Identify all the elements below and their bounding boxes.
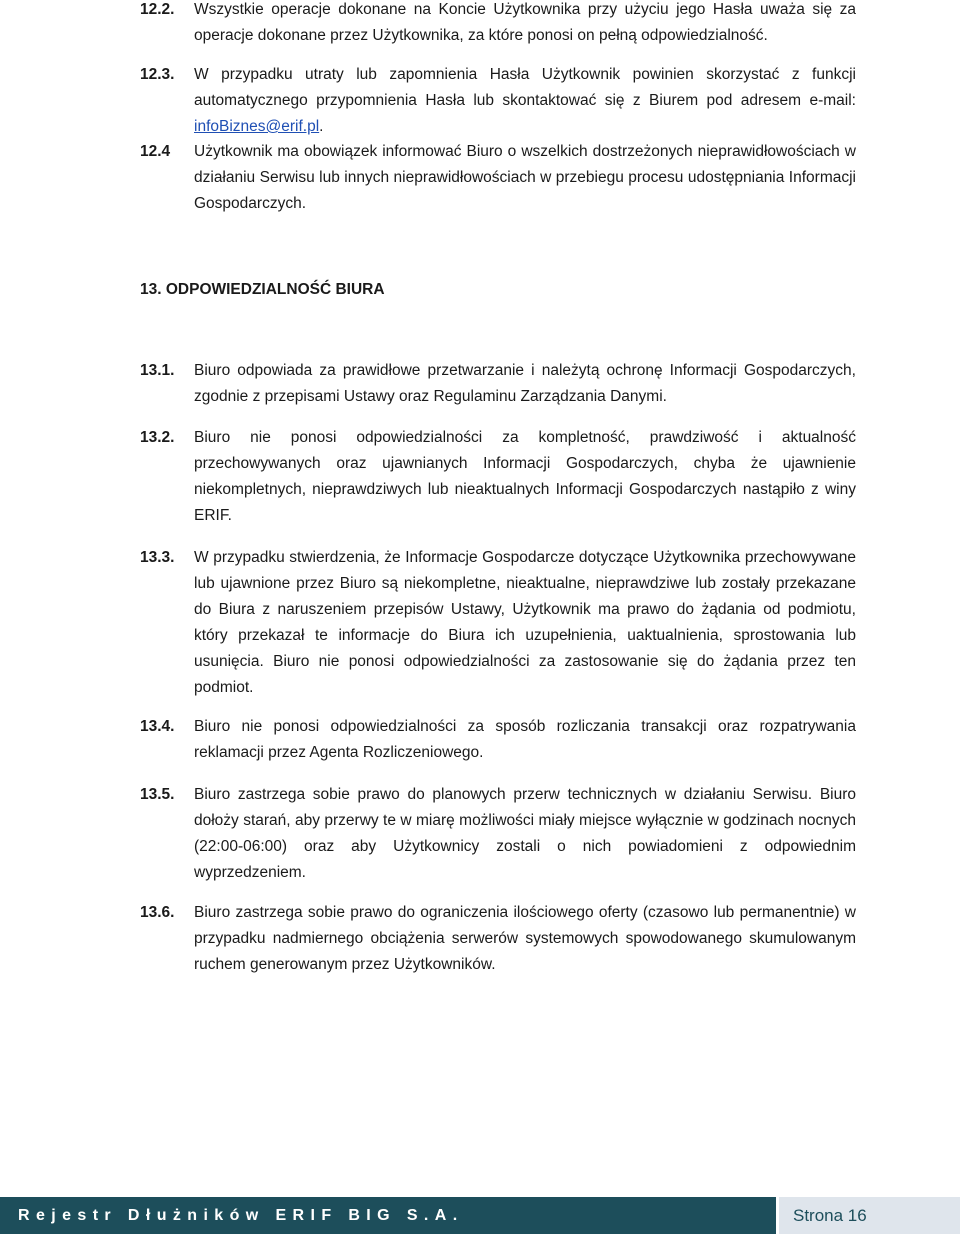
clause-13-5 xyxy=(140,782,856,886)
clause-text: Biuro zastrzega sobie prawo do ograniczenia ilościowego oferty (czasowo lub permanentnie) w przypadku nadmiernego obciążenia serwerów systemowych spowodowanego skumulowanym ruchem generowanym przez Użytkowników. xyxy=(194,904,856,973)
clause-text xyxy=(194,62,856,140)
clause-13-4 xyxy=(140,714,856,766)
clause-13-6 xyxy=(140,900,856,978)
clause-number: 13.2. xyxy=(140,429,175,446)
clause-12-2 xyxy=(140,0,856,49)
clause-13-2 xyxy=(140,425,856,529)
clause-text: Wszystkie operacje dokonane na Koncie Użytkownika przy użyciu jego Hasła uważa się za operacje dokonane przez Użytkownika, za które ponosi on pełną odpowiedzialność. xyxy=(194,1,856,44)
clause-text-main: W przypadku utraty lub zapomnienia Hasła Użytkownik powinien skorzystać z funkcji automatycznego przypomnienia Hasła lub skontaktować się z Biurem pod adresem e-mail: xyxy=(194,66,856,109)
clause-text: W przypadku stwierdzenia, że Informacje Gospodarcze dotyczące Użytkownika przechowywane lub ujawnione przez Biuro są niekompletne, nieaktualne, nieprawdziwe lub zostały przekazane do Biura z naruszeniem przepisów Ustawy, Użytkownik ma prawo do żądania od podmiotu, który przekazał te informacje do Biura ich uzupełnienia, uaktualnienia, sprostowania lub usunięcia. Biuro nie ponosi odpowiedzialności za zastosowanie się do żądania przez ten podmiot. xyxy=(194,549,856,696)
clause-text: Biuro nie ponosi odpowiedzialności za kompletność, prawdziwość i aktualność przechowywanych oraz ujawnianych Informacji Gospodarczych, chyba że ujawnienie niekompletnych, nieprawdziwych lub nieaktualnych Informacji Gospodarczych nastąpiło z winy ERIF. xyxy=(194,429,856,524)
footer-company-name: Rejestr Dłużników ERIF BIG S.A. xyxy=(0,1197,776,1234)
email-link[interactable]: infoBiznes@erif.pl xyxy=(194,118,320,135)
clause-number: 13.5. xyxy=(140,786,175,803)
clause-text: Użytkownik ma obowiązek informować Biuro o wszelkich dostrzeżonych nieprawidłowościach w działaniu Serwisu lub innych nieprawidłowościach w przebiegu procesu udostępniania Informacji Gospodarczych. xyxy=(194,143,856,212)
clause-number: 13.1. xyxy=(140,362,175,379)
clause-12-4 xyxy=(140,139,856,217)
clause-text: Biuro nie ponosi odpowiedzialności za sposób rozliczania transakcji oraz rozpatrywania reklamacji przez Agenta Rozliczeniowego. xyxy=(194,718,856,761)
section-heading: 13. ODPOWIEDZIALNOŚĆ BIURA xyxy=(140,281,385,298)
clause-12-3 xyxy=(140,62,856,140)
footer-page-number: Strona 16 xyxy=(779,1197,960,1234)
clause-number: 12.4 xyxy=(140,143,171,160)
clause-13-1 xyxy=(140,358,856,410)
clause-13-3 xyxy=(140,545,856,701)
clause-text-end: . xyxy=(319,118,324,135)
clause-number: 13.4. xyxy=(140,718,175,735)
clause-text: Biuro zastrzega sobie prawo do planowych przerw technicznych w działaniu Serwisu. Biuro dołoży starań, aby przerwy te w miarę możliwości miały miejsce wyłącznie w godzinach nocnych (22:00-06:00) oraz aby Użytkownicy zostali o nich powiadomieni z odpowiednim wyprzedzeniem. xyxy=(194,786,856,881)
clause-number: 13.3. xyxy=(140,549,175,566)
clause-number: 12.2. xyxy=(140,1,175,18)
page-footer xyxy=(0,1197,960,1234)
clause-text: Biuro odpowiada za prawidłowe przetwarzanie i należytą ochronę Informacji Gospodarczych, zgodnie z przepisami Ustawy oraz Regulaminu Zarządzania Danymi. xyxy=(194,362,856,405)
clause-number: 13.6. xyxy=(140,904,175,921)
clause-number: 12.3. xyxy=(140,66,175,83)
